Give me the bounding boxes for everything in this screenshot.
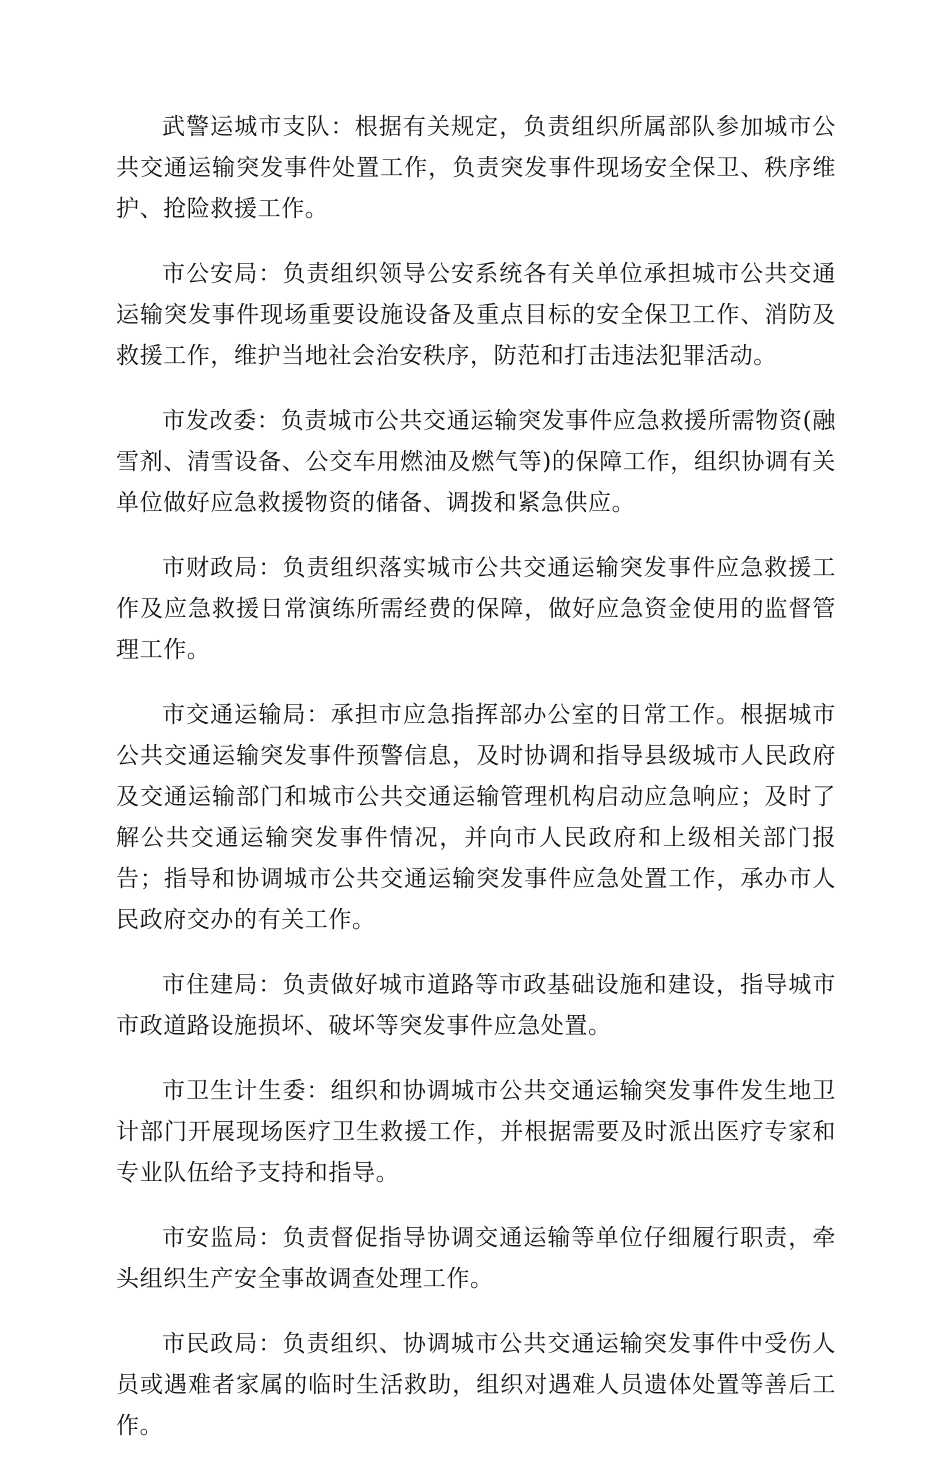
- paragraph-safety-supervision: 市安监局：负责督促指导协调交通运输等单位仔细履行职责，牵头组织生产安全事故调查处理工作。: [116, 1225, 836, 1292]
- paragraph-public-security: 市公安局：负责组织领导公安系统各有关单位承担城市公共交通运输突发事件现场重要设施设备及重点目标的安全保卫工作、消防及救援工作，维护当地社会治安秩序，防范和打击违法犯罪活动。: [116, 261, 836, 369]
- paragraph-civil-affairs: 市民政局：负责组织、协调城市公共交通运输突发事件中受伤人员或遇难者家属的临时生活救助，组织对遇难人员遗体处置等善后工作。: [116, 1331, 836, 1439]
- paragraph-development-reform: 市发改委：负责城市公共交通运输突发事件应急救援所需物资(融雪剂、清雪设备、公交车用燃油及燃气等)的保障工作，组织协调有关单位做好应急救援物资的储备、调拨和紧急供应。: [116, 408, 836, 516]
- document-body: [116, 107, 836, 1471]
- paragraph-armed-police: 武警运城市支队：根据有关规定，负责组织所属部队参加城市公共交通运输突发事件处置工作，负责突发事件现场安全保卫、秩序维护、抢险救援工作。: [116, 114, 836, 222]
- paragraph-finance: 市财政局：负责组织落实城市公共交通运输突发事件应急救援工作及应急救援日常演练所需经费的保障，做好应急资金使用的监督管理工作。: [116, 555, 836, 663]
- paragraph-transport: 市交通运输局：承担市应急指挥部办公室的日常工作。根据城市公共交通运输突发事件预警信息，及时协调和指导县级城市人民政府及交通运输部门和城市公共交通运输管理机构启动应急响应；及时了解公共交通运输突发事件情况，并向市人民政府和上级相关部门报告；指导和协调城市公共交通运输突发事件应急处置工作，承办市人民政府交办的有关工作。: [116, 702, 836, 933]
- paragraph-housing-construction: 市住建局：负责做好城市道路等市政基础设施和建设，指导城市市政道路设施损坏、破坏等突发事件应急处置。: [116, 972, 836, 1039]
- paragraph-health: 市卫生计生委：组织和协调城市公共交通运输突发事件发生地卫计部门开展现场医疗卫生救援工作，并根据需要及时派出医疗专家和专业队伍给予支持和指导。: [116, 1078, 836, 1186]
